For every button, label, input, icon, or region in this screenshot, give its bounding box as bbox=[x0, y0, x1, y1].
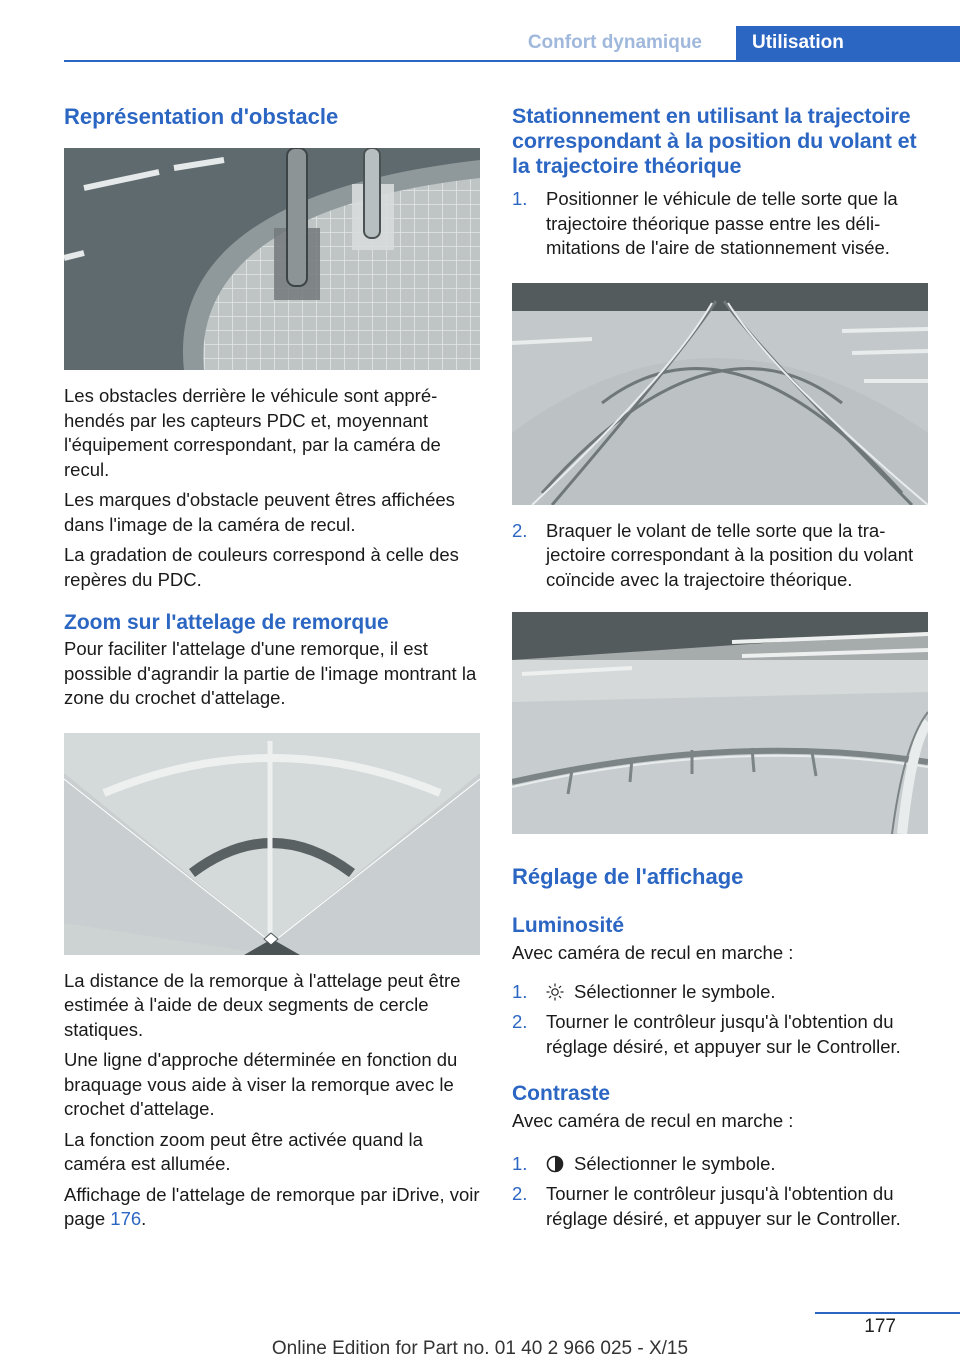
step-number: 1. bbox=[512, 188, 528, 209]
step-text: Sélectionner le symbole. bbox=[574, 1152, 776, 1174]
step-number: 2. bbox=[512, 1011, 528, 1032]
page-number: 177 bbox=[864, 1316, 896, 1337]
brightness-steps bbox=[512, 980, 928, 1060]
step-text: Braquer le volant de telle sorte que la trajectoire correspondant à la position du volant coïncide avec la trajectoire théorique. bbox=[546, 519, 914, 590]
para-zoom-2: La distance de la remorque à l'attelage peut être estimée à l'aide de deux segments de cercle statiques. bbox=[64, 969, 461, 1040]
step-number: 1. bbox=[512, 1152, 528, 1174]
parking-steps-2 bbox=[512, 519, 928, 593]
heading-zoom: Zoom sur l'attelage de remorque bbox=[64, 611, 389, 634]
header-chapter-tab: Utilisation bbox=[736, 26, 960, 60]
list-item bbox=[512, 1182, 928, 1231]
para-obstacle-1: Les obstacles derrière le véhicule sont appréhendés par les capteurs PDC et, moyennant l'équipement correspondant, par la caméra de recul. bbox=[64, 385, 441, 480]
figure-trajectory-coincide bbox=[512, 612, 928, 834]
step-number: 2. bbox=[512, 1183, 528, 1204]
right-column bbox=[512, 100, 928, 1231]
para-obstacle-3: La gradation de couleurs correspond à celle des repères du PDC. bbox=[64, 544, 459, 590]
heading-contrast: Contraste bbox=[512, 1082, 611, 1105]
list-item bbox=[512, 1152, 928, 1177]
contrast-icon bbox=[546, 1155, 564, 1173]
list-item bbox=[512, 1010, 928, 1059]
header-section-title: Confort dynamique bbox=[527, 32, 702, 53]
para-zoom-5 bbox=[64, 1183, 480, 1232]
heading-parking: Stationnement en utilisant la trajectoire correspondant à la position du volant et la trajectoire théorique bbox=[512, 104, 917, 178]
para-zoom-5-text: Affichage de l'attelage de remorque par iDrive, voir page bbox=[64, 1183, 480, 1229]
step-number: 2. bbox=[512, 519, 528, 541]
figure-trailer-hitch-zoom bbox=[64, 733, 480, 955]
header-rule bbox=[64, 60, 960, 62]
step-number: 1. bbox=[512, 980, 528, 1002]
list-item bbox=[512, 980, 928, 1005]
left-column bbox=[64, 100, 480, 1232]
parking-steps bbox=[512, 187, 928, 261]
footer-rule bbox=[815, 1312, 960, 1314]
footer-edition: Online Edition for Part no. 01 40 2 966 025 - X/15 bbox=[271, 1338, 689, 1359]
page-link-176[interactable]: 176 bbox=[110, 1208, 142, 1229]
page-header bbox=[0, 26, 960, 62]
step-text: Positionner le véhicule de telle sorte que la trajectoire théorique passe entre les délimitations de l'aire de stationnement visée. bbox=[546, 188, 898, 258]
list-item bbox=[512, 519, 928, 593]
heading-display-settings: Réglage de l'affichage bbox=[512, 864, 744, 889]
para-obstacle-2: Les marques d'obstacle peuvent êtres affichées dans l'image de la caméra de recul. bbox=[64, 489, 455, 535]
step-text: Tourner le contrôleur jusqu'à l'obtention du réglage désiré, et appuyer sur le Controller. bbox=[546, 1183, 901, 1229]
figure-theoretical-trajectory bbox=[512, 283, 928, 505]
para-zoom-3: Une ligne d'approche déterminée en fonction du braquage vous aide à viser la remorque avec le crochet d'attelage. bbox=[64, 1049, 458, 1119]
brightness-intro: Avec caméra de recul en marche : bbox=[512, 942, 794, 963]
step-text: Sélectionner le symbole. bbox=[574, 980, 776, 1002]
heading-obstacle: Représentation d'obstacle bbox=[64, 104, 339, 129]
step-text: Tourner le contrôleur jusqu'à l'obtention du réglage désiré, et appuyer sur le Controller. bbox=[546, 1011, 901, 1057]
contrast-steps bbox=[512, 1152, 928, 1232]
para-zoom-5-end: . bbox=[141, 1208, 147, 1229]
para-zoom-1: Pour faciliter l'attelage d'une remorque, il est possible d'agrandir la partie de l'image montrant la zone du crochet d'attelage. bbox=[64, 638, 477, 708]
heading-brightness: Luminosité bbox=[512, 914, 625, 937]
figure-obstacle-display bbox=[64, 148, 480, 370]
list-item bbox=[512, 187, 928, 261]
sun-icon bbox=[546, 983, 564, 1001]
para-zoom-4: La fonction zoom peut être activée quand la caméra est allumée. bbox=[64, 1128, 423, 1174]
contrast-intro: Avec caméra de recul en marche : bbox=[512, 1110, 794, 1131]
page-footer bbox=[0, 1312, 960, 1359]
